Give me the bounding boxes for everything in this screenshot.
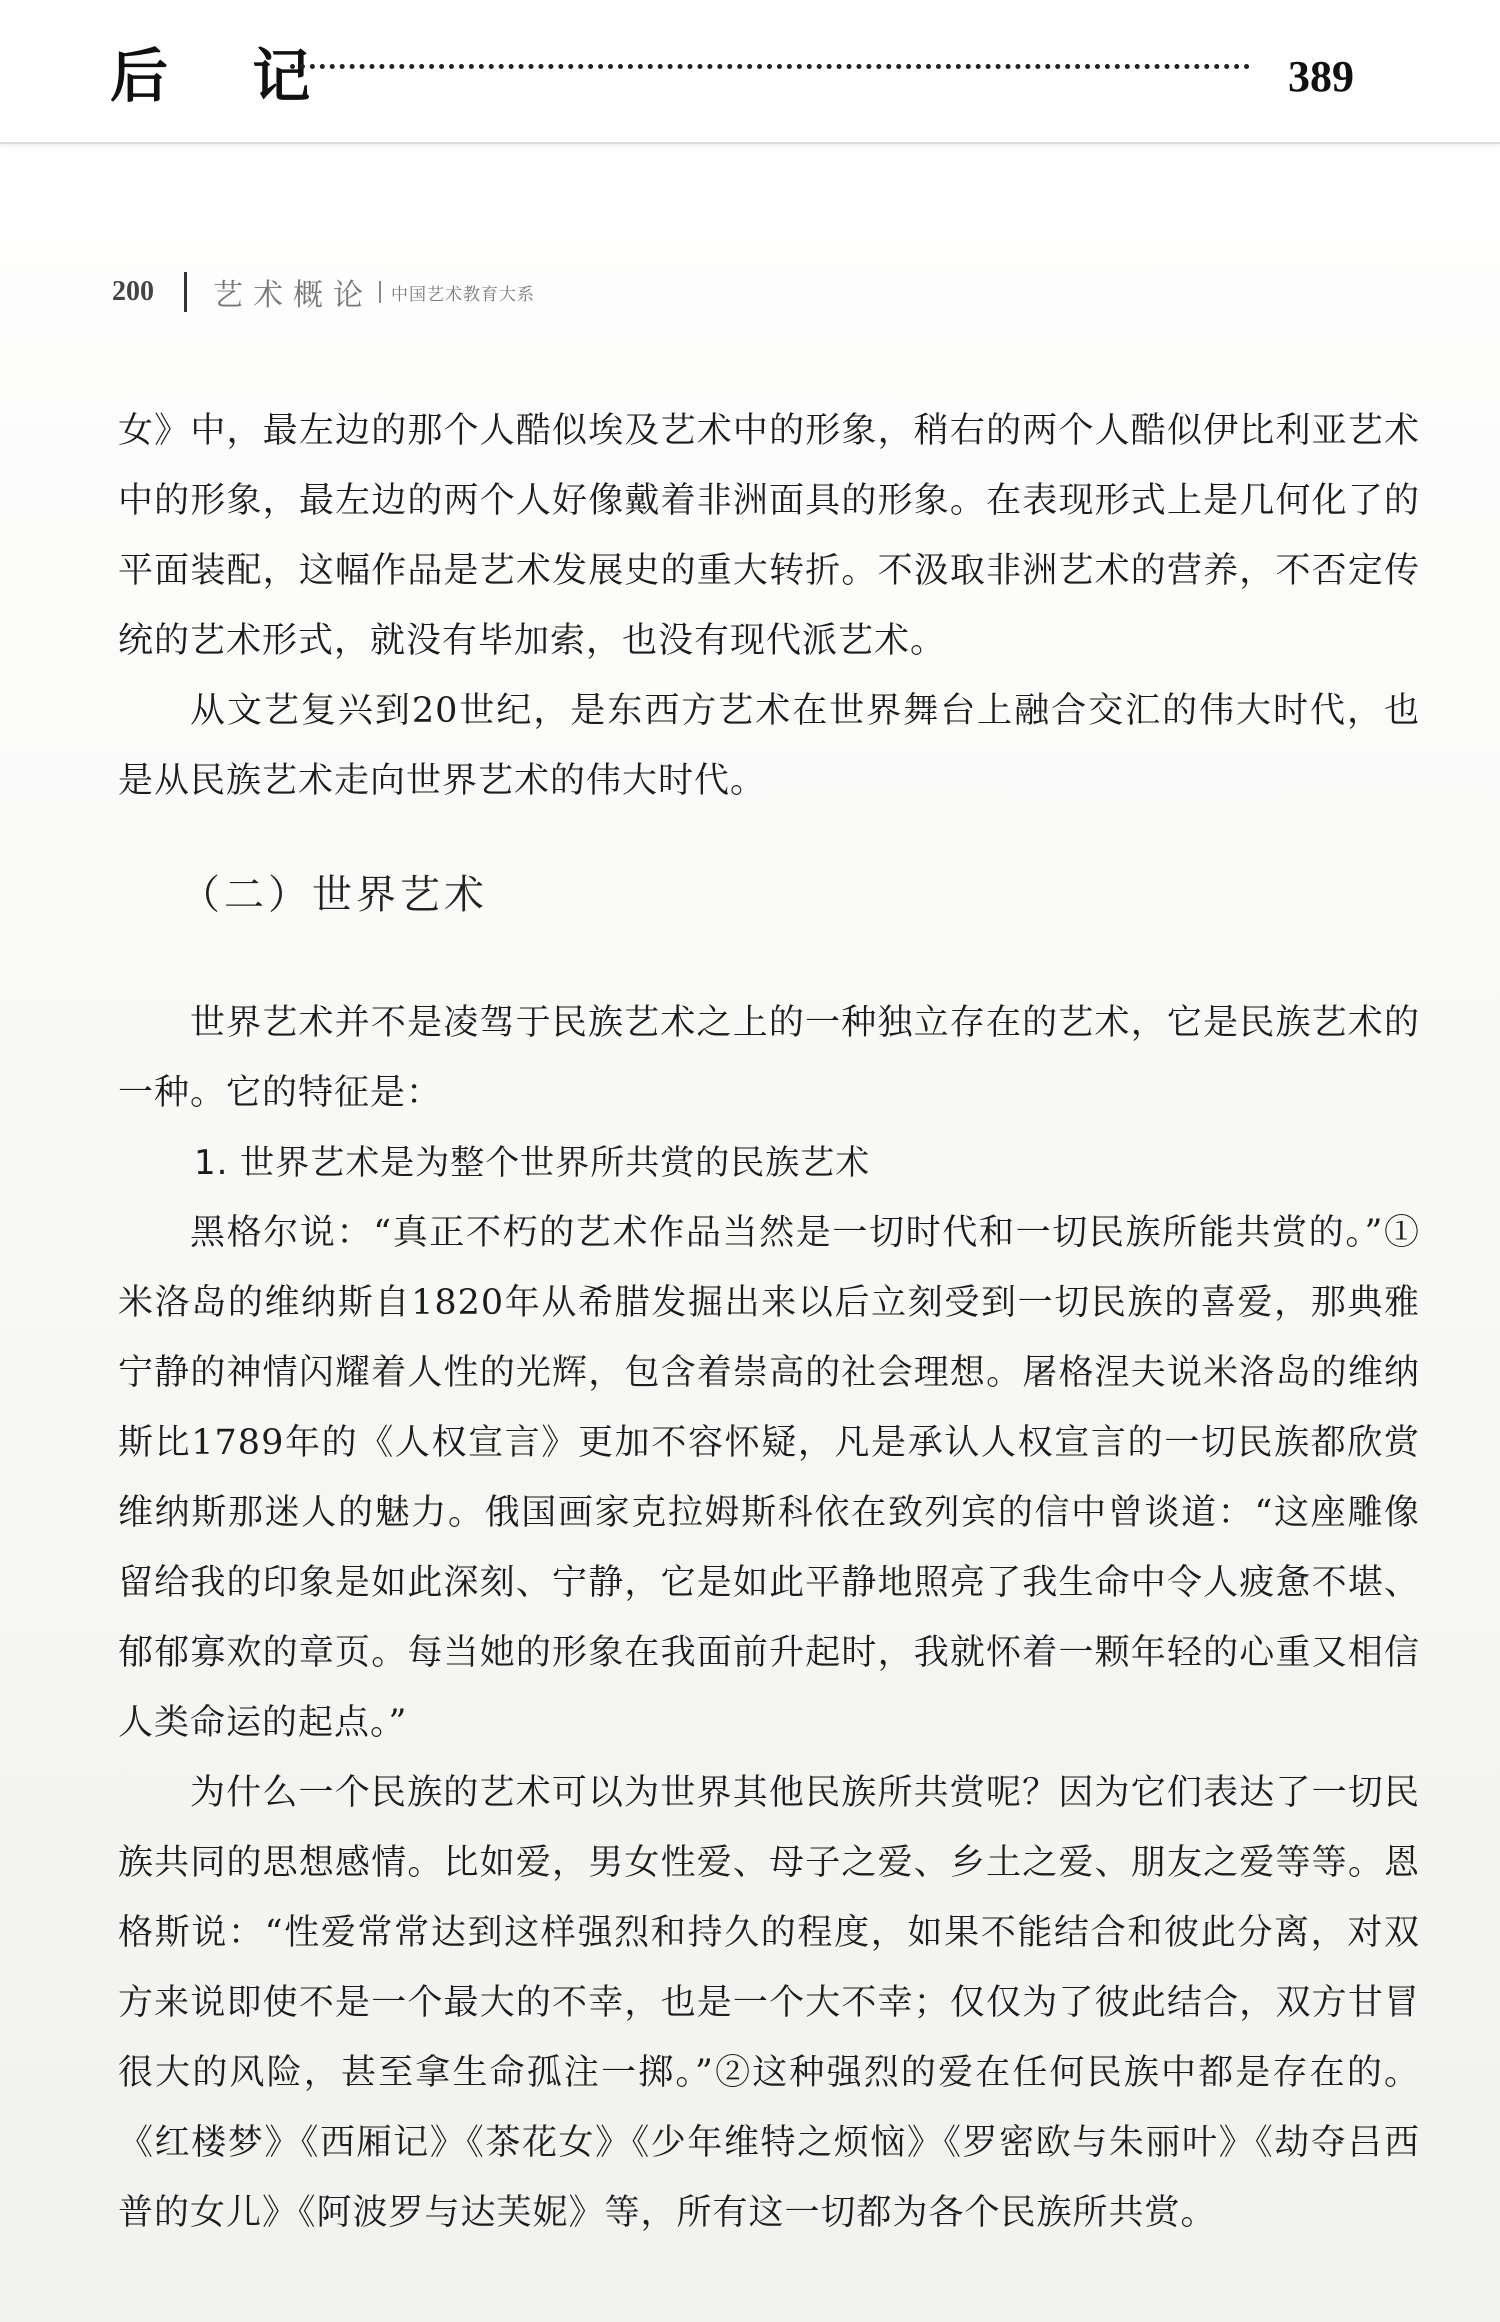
paragraph-1: 女》中，最左边的那个人酷似埃及艺术中的形象，稍右的两个人酷似伊比利亚艺术中的形象，最左边的两个人好像戴着非洲面具的形象。在表现形式上是几何化了的平面装配，这幅作品是艺术发展史的重大转折。不汲取非洲艺术的营养，不否定传统的艺术形式，就没有毕加索，也没有现代派艺术。 (118, 411, 1420, 661)
section-heading: （二）世界艺术 (180, 872, 488, 918)
toc-dot-leader (290, 64, 1250, 69)
paragraph-2: 从文艺复兴到20世纪，是东西方艺术在世界舞台上融合交汇的伟大时代，也是从民族艺术走向世界艺术的伟大时代。 (118, 691, 1420, 801)
header-series-title: 中国艺术教育大系 (391, 284, 535, 305)
header-divider (184, 272, 187, 312)
numbered-item-1: 1. 世界艺术是为整个世界所共赏的民族艺术 (194, 1143, 871, 1183)
paragraph-3: 世界艺术并不是凌驾于民族艺术之上的一种独立存在的艺术，它是民族艺术的一种。它的特征是： (118, 1003, 1420, 1113)
toc-page-number: 389 (1288, 52, 1354, 101)
header-page-number: 200 (112, 276, 154, 307)
running-header (112, 262, 535, 322)
header-separator (379, 281, 381, 303)
toc-title: 后 记 (110, 42, 343, 110)
header-book-title: 艺术概论 (213, 278, 373, 313)
paragraph-5: 为什么一个民族的艺术可以为世界其他民族所共赏呢？因为它们表达了一切民族共同的思想感情。比如爱，男女性爱、母子之爱、乡土之爱、朋友之爱等等。恩格斯说：“性爱常常达到这样强烈和持久的程度，如果不能结合和彼此分离，对双方来说即使不是一个最大的不幸，也是一个大不幸；仅仅为了彼此结合，双方甘冒很大的风险，甚至拿生命孤注一掷。”②这种强烈的爱在任何民族中都是存在的。《红楼梦》《西厢记》《茶花女》《少年维特之烦恼》《罗密欧与朱丽叶》《劫夺吕西普的女儿》《阿波罗与达芙妮》等，所有这一切都为各个民族所共赏。 (118, 1773, 1420, 2233)
body-text (118, 396, 1420, 2248)
paragraph-4: 黑格尔说：“真正不朽的艺术作品当然是一切时代和一切民族所能共赏的。”①米洛岛的维纳斯自1820年从希腊发掘出来以后立刻受到一切民族的喜爱，那典雅宁静的神情闪耀着人性的光辉，包含着崇高的社会理想。屠格涅夫说米洛岛的维纳斯比1789年的《人权宣言》更加不容怀疑，凡是承认人权宣言的一切民族都欣赏维纳斯那迷人的魅力。俄国画家克拉姆斯科依在致列宾的信中曾谈道：“这座雕像留给我的印象是如此深刻、宁静，它是如此平静地照亮了我生命中令人疲惫不堪、郁郁寡欢的章页。每当她的形象在我面前升起时，我就怀着一颗年轻的心重又相信人类命运的起点。” (118, 1213, 1420, 1743)
toc-entry (0, 0, 1500, 144)
